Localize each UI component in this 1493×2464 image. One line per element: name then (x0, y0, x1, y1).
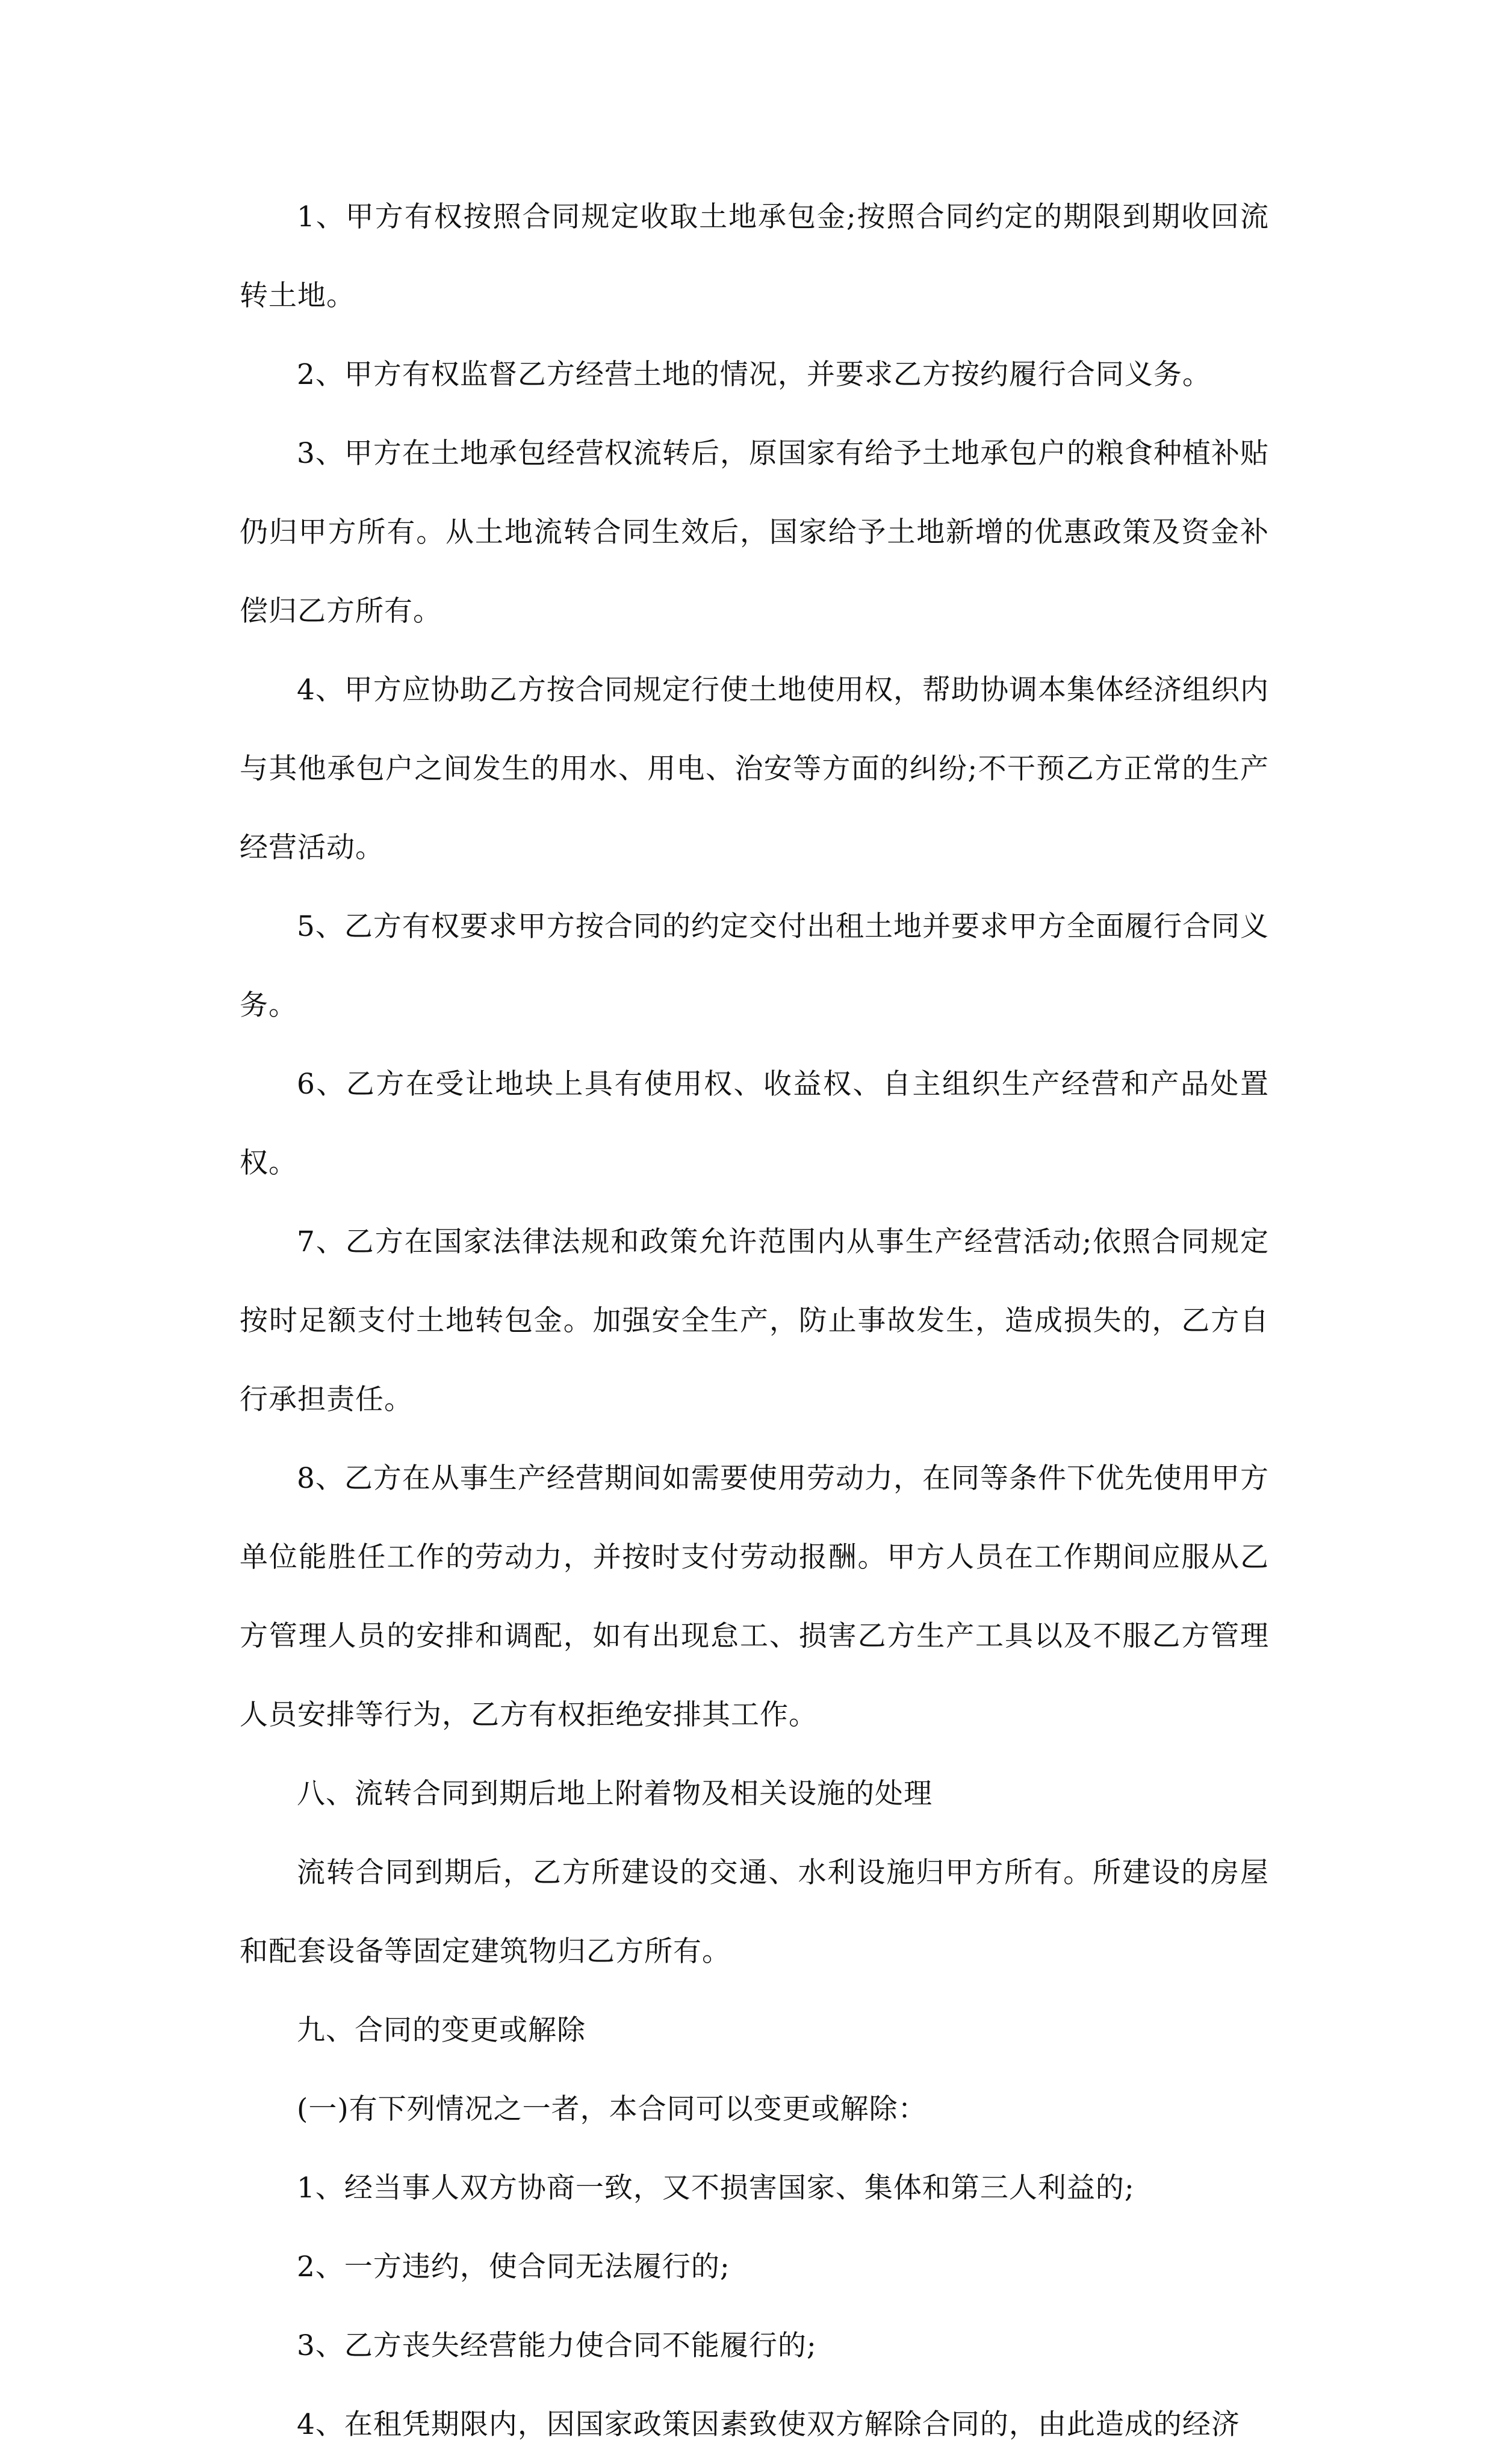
paragraph: 3、甲方在土地承包经营权流转后，原国家有给予土地承包户的粮食种植补贴仍归甲方所有。从土地流转合同生效后，国家给予土地新增的优惠政策及资金补偿归乙方所有。 (240, 437, 1269, 628)
list-item: 3、乙方丧失经营能力使合同不能履行的; (297, 2329, 817, 2362)
paragraph: 8、乙方在从事生产经营期间如需要使用劳动力，在同等条件下优先使用甲方单位能胜任工作的劳动力，并按时支付劳动报酬。甲方人员在工作期间应服从乙方管理人员的安排和调配，如有出现怠工、损害乙方生产工具以及不服乙方管理人员安排等行为，乙方有权拒绝安排其工作。 (240, 1462, 1269, 1732)
paragraph: 1、甲方有权按照合同规定收取土地承包金;按照合同约定的期限到期收回流转土地。 (240, 200, 1269, 312)
paragraph: 2、甲方有权监督乙方经营土地的情况，并要求乙方按约履行合同义务。 (297, 358, 1211, 391)
list-item: 2、一方违约，使合同无法履行的; (297, 2250, 730, 2283)
section-heading: 九、合同的变更或解除 (297, 2014, 586, 2047)
document-body (240, 178, 1269, 2464)
list-item: 1、经当事人双方协商一致，又不损害国家、集体和第三人利益的; (297, 2171, 1135, 2205)
paragraph: (一)有下列情况之一者，本合同可以变更或解除： (297, 2093, 927, 2126)
list-item: 4、在租凭期限内，因国家政策因素致使双方解除合同的，由此造成的经济 (297, 2408, 1240, 2441)
paragraph: 7、乙方在国家法律法规和政策允许范围内从事生产经营活动;依照合同规定按时足额支付土地转包金。加强安全生产，防止事故发生，造成损失的，乙方自行承担责任。 (240, 1225, 1269, 1416)
paragraph: 4、甲方应协助乙方按合同规定行使土地使用权，帮助协调本集体经济组织内与其他承包户之间发生的用水、用电、治安等方面的纠纷;不干预乙方正常的生产经营活动。 (240, 673, 1269, 864)
paragraph: 6、乙方在受让地块上具有使用权、收益权、自主组织生产经营和产品处置权。 (240, 1068, 1269, 1180)
section-heading: 八、流转合同到期后地上附着物及相关设施的处理 (297, 1777, 933, 1810)
paragraph: 5、乙方有权要求甲方按合同的约定交付出租土地并要求甲方全面履行合同义务。 (240, 910, 1269, 1022)
paragraph: 流转合同到期后，乙方所建设的交通、水利设施归甲方所有。所建设的房屋和配套设备等固定建筑物归乙方所有。 (240, 1856, 1269, 1968)
